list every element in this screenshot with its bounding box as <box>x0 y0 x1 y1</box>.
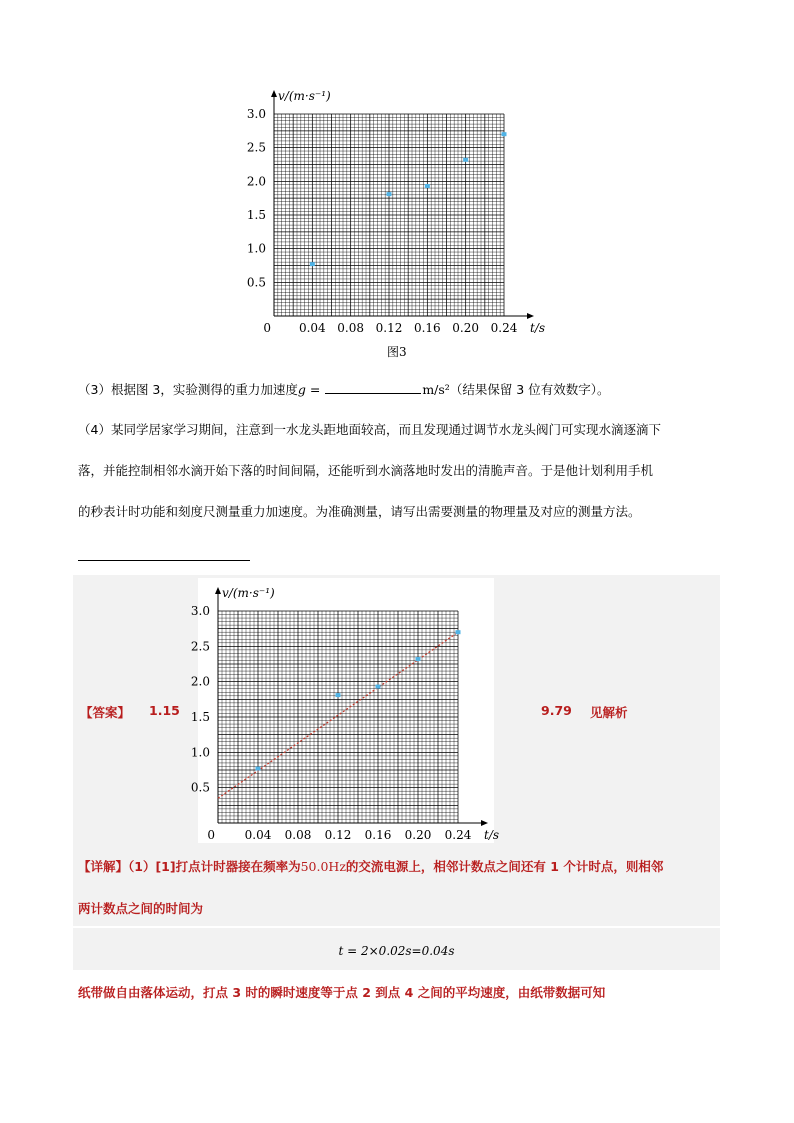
y-axis-arrow <box>215 587 221 594</box>
detail-label: 【详解】 <box>78 859 129 874</box>
x-tick-label: 0.16 <box>413 321 441 335</box>
y-tick-label: 1.0 <box>190 745 210 760</box>
detail-frequency: 50.0Hz <box>300 859 346 874</box>
x-tick-label: 0.16 <box>364 828 392 840</box>
x-tick-label: 0.04 <box>298 321 326 335</box>
q4-line3: 的秒表计时功能和刻度尺测量重力加速度。为准确测量，请写出需要测量的物理量及对应的测量方法。 <box>78 504 641 519</box>
y-tick-label: 1.5 <box>246 208 266 222</box>
origin-label: 0 <box>207 828 215 840</box>
x-axis-label: t/s <box>530 321 546 335</box>
answer-chart <box>186 578 506 840</box>
origin-label: 0 <box>263 321 271 335</box>
x-tick-label: 0.08 <box>337 321 365 335</box>
data-point <box>463 158 468 162</box>
y-tick-label: 0.5 <box>190 780 210 795</box>
x-tick-label: 0.24 <box>490 321 518 335</box>
question-3 <box>78 380 609 400</box>
x-axis-arrow <box>527 313 534 319</box>
data-point <box>425 184 430 188</box>
detail-text-2: 的交流电源上，相邻计数点之间还有 1 个计时点，则相邻 <box>345 859 664 874</box>
x-tick-label: 0.20 <box>452 321 480 335</box>
time-formula: t = 2×0.02s=0.04s <box>338 944 455 958</box>
chart2-plot <box>191 586 499 840</box>
figure3-caption: 图3 <box>387 345 407 359</box>
x-axis-arrow <box>481 820 488 826</box>
x-tick-label: 0.24 <box>444 828 472 840</box>
figure3-chart <box>240 80 560 340</box>
x-tick-label: 0.12 <box>375 321 403 335</box>
answer-divider <box>78 560 250 561</box>
q3-symbol: g <box>297 382 306 397</box>
answer-value-3: 见解析 <box>590 705 628 720</box>
y-tick-label: 2.0 <box>246 174 266 189</box>
x-tick-label: 0.12 <box>324 828 352 840</box>
answer-label: 【答案】 <box>80 705 131 720</box>
y-tick-label: 2.5 <box>246 140 266 155</box>
y-axis-label: v/(m·s⁻¹) <box>222 586 275 600</box>
data-point <box>310 262 315 266</box>
x-tick-label: 0.20 <box>404 828 432 840</box>
data-point <box>256 767 261 771</box>
y-tick-label: 3.0 <box>246 107 266 121</box>
x-axis-label: t/s <box>484 828 500 840</box>
detail-line3: 纸带做自由落体运动，打点 3 时的瞬时速度等于点 2 到点 4 之间的平均速度，由纸带数据可知 <box>78 985 606 1000</box>
y-tick-label: 0.5 <box>246 275 266 290</box>
q3-answer-blank[interactable] <box>325 380 421 394</box>
y-tick-label: 1.0 <box>246 241 266 256</box>
data-point <box>387 192 392 196</box>
q3-equals: = <box>305 382 325 397</box>
data-point <box>456 630 461 634</box>
q3-note: （结果保留 3 位有效数字）。 <box>449 382 610 397</box>
data-point <box>376 685 381 689</box>
answer-value-1: 1.15 <box>149 703 180 718</box>
q4-line2: 落，并能控制相邻水滴开始下落的时间间隔，还能听到水滴落地时发出的清脆声音。于是他计划利用手机 <box>78 463 654 478</box>
y-tick-label: 1.5 <box>190 710 210 724</box>
data-point <box>416 657 421 661</box>
q4-line1: （4）某同学居家学习期间，注意到一水龙头距地面较高，而且发现通过调节水龙头阀门可实现水滴逐滴下 <box>78 422 661 437</box>
x-tick-label: 0.08 <box>284 828 312 840</box>
detail-text-1: （1）[1]打点计时器接在频率为 <box>128 859 301 874</box>
x-tick-label: 0.04 <box>244 828 272 840</box>
detail-line2: 两计数点之间的时间为 <box>78 901 204 916</box>
data-point <box>502 132 507 136</box>
answer-value-2: 9.79 <box>541 703 572 718</box>
y-axis-arrow <box>271 90 277 97</box>
q3-text: （3）根据图 3，实验测得的重力加速度 <box>78 382 298 397</box>
detail-line1 <box>78 857 663 877</box>
q3-unit: m/s² <box>422 382 450 397</box>
y-tick-label: 2.5 <box>190 639 210 654</box>
data-point <box>336 693 341 697</box>
y-axis-label: v/(m·s⁻¹) <box>278 89 331 103</box>
y-tick-label: 3.0 <box>190 604 210 618</box>
chart1-plot <box>247 89 545 335</box>
y-tick-label: 2.0 <box>190 674 210 689</box>
